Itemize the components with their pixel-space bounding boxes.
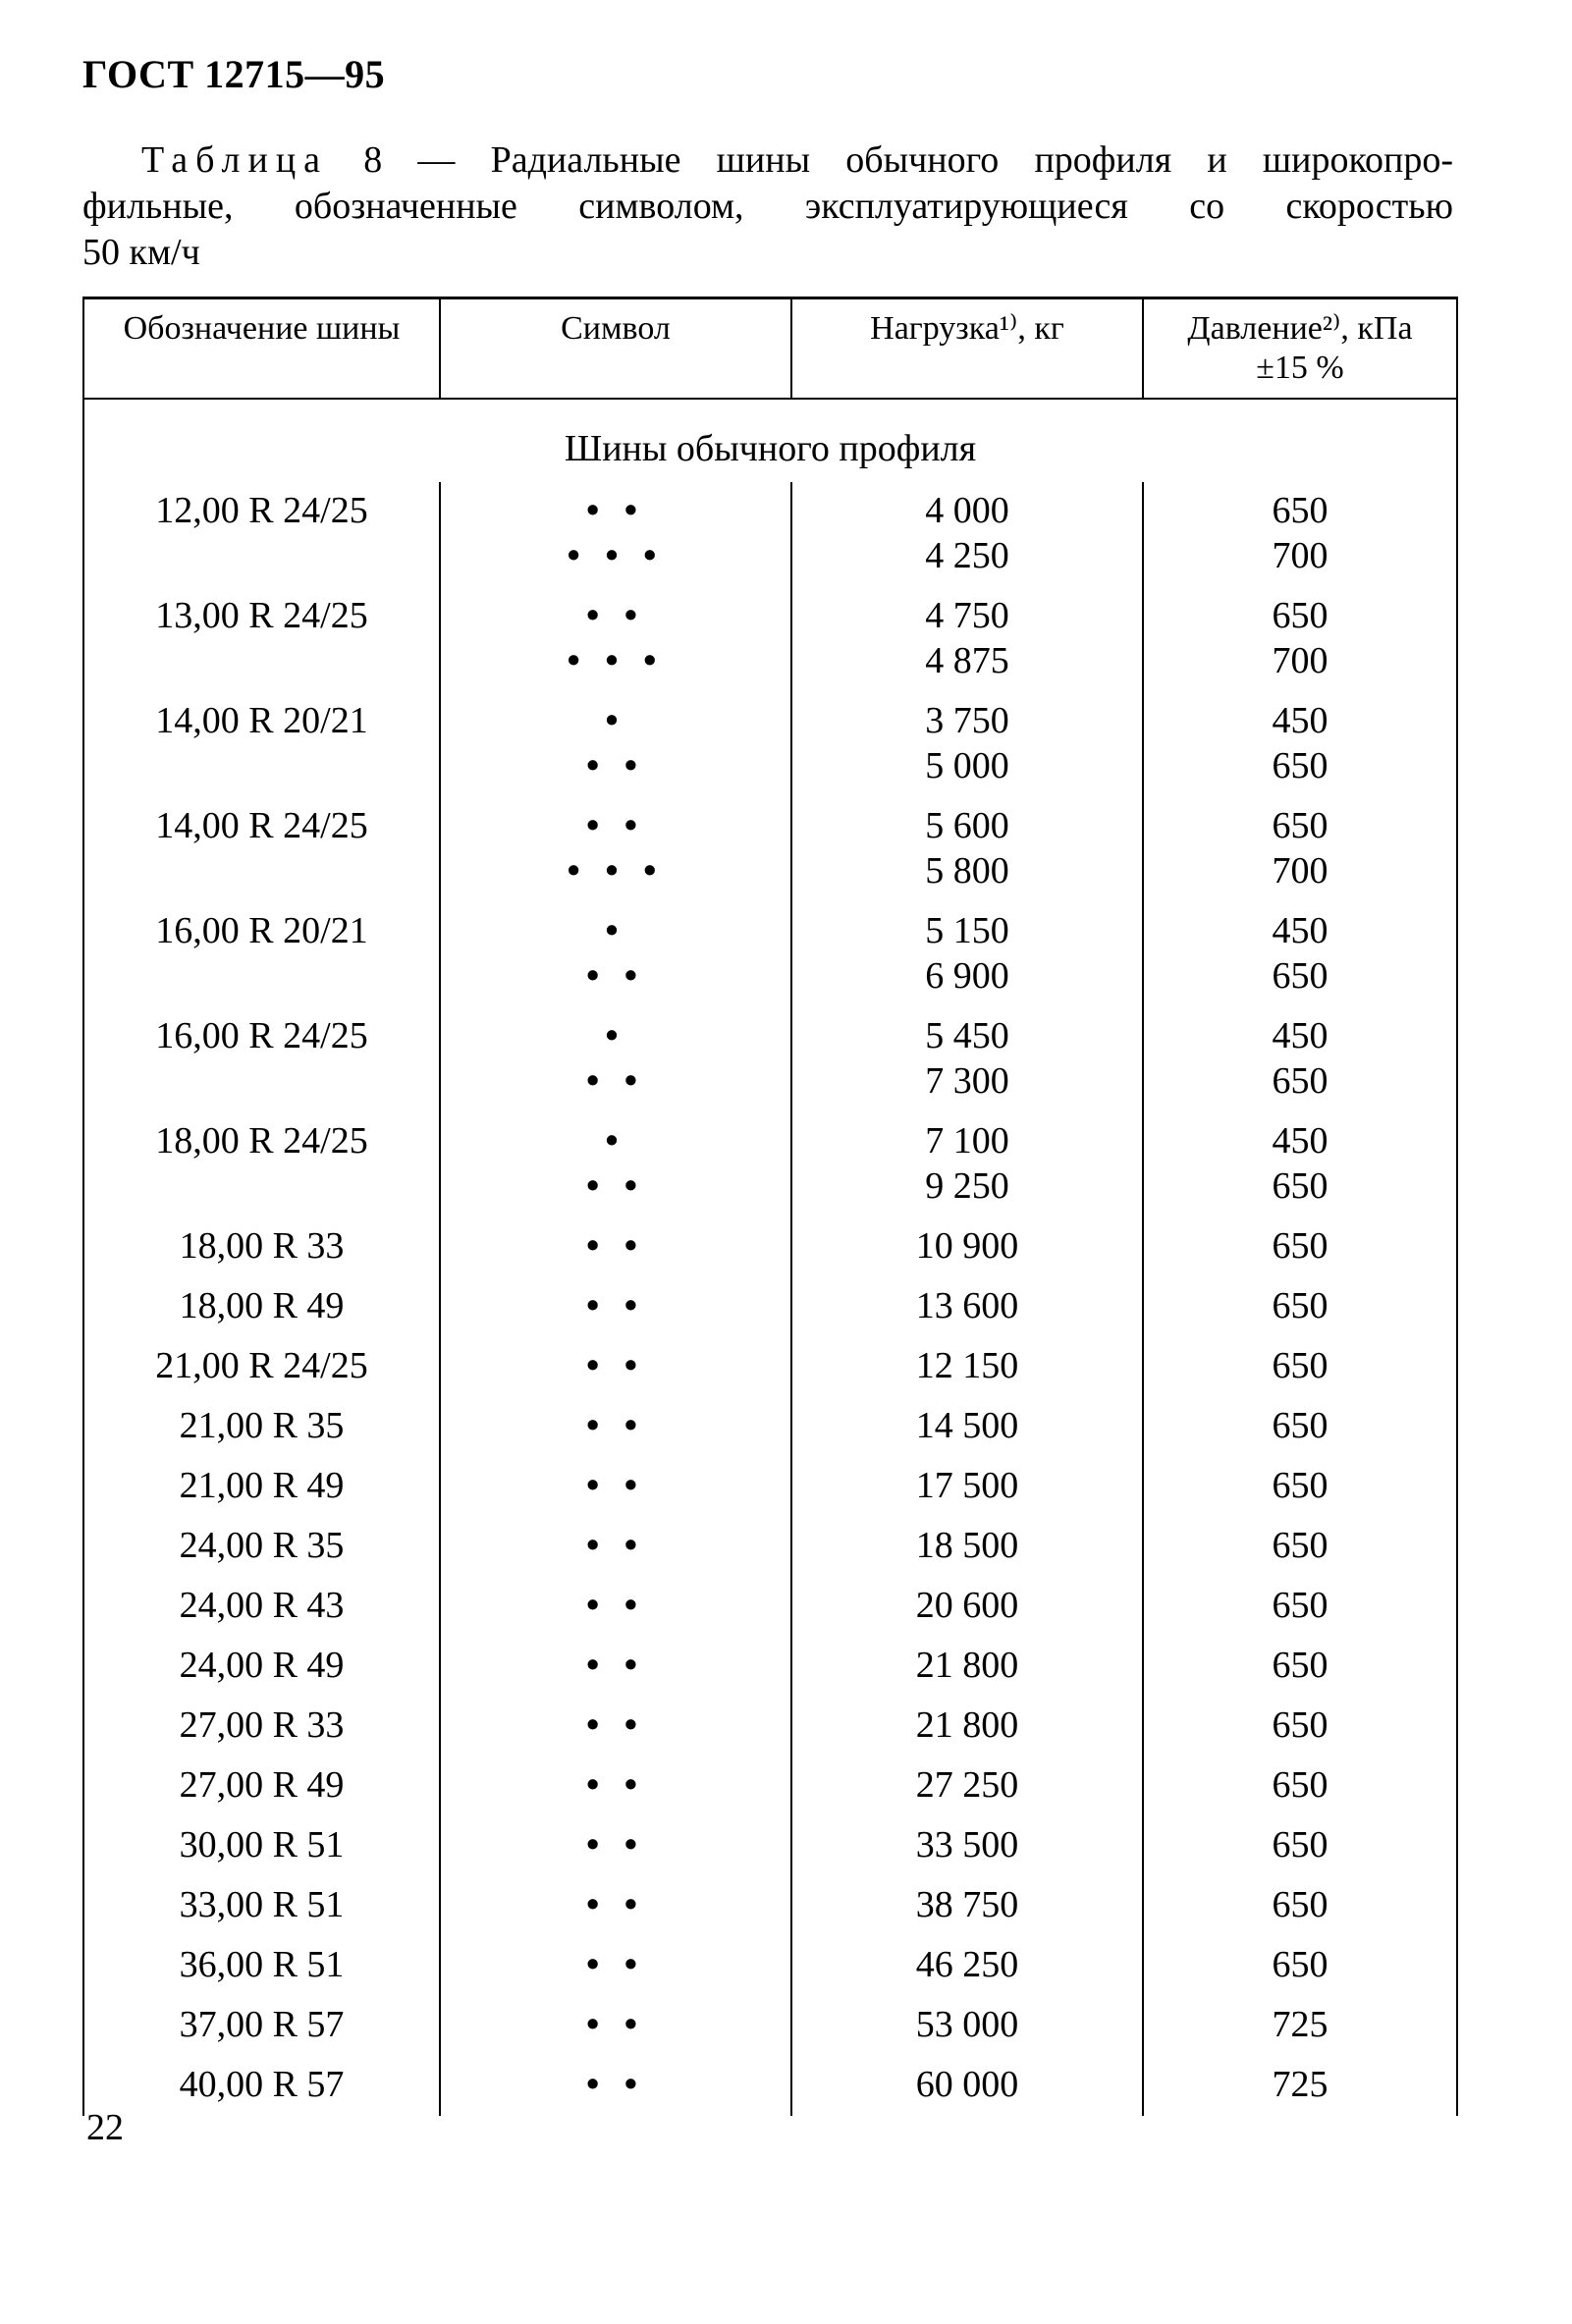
speed-symbol-cell xyxy=(440,1112,791,1217)
speed-symbol: • • xyxy=(585,595,646,636)
load-value-cell xyxy=(791,1337,1143,1397)
load-value-cell xyxy=(791,1757,1143,1816)
load-value-cell xyxy=(791,1007,1143,1112)
caption-label: Таблица xyxy=(141,139,329,181)
pressure-value-cell xyxy=(1143,1337,1457,1397)
load-value-cell xyxy=(791,1217,1143,1277)
pressure-value-cell xyxy=(1143,1277,1457,1337)
load-value: 9 250 xyxy=(925,1165,1009,1207)
load-value: 3 750 xyxy=(925,700,1009,741)
pressure-value: 650 xyxy=(1272,1345,1328,1386)
table-row xyxy=(83,1876,1457,1936)
pressure-value: 650 xyxy=(1272,1060,1328,1102)
pressure-value: 650 xyxy=(1272,745,1328,786)
table-row xyxy=(83,692,1457,797)
load-value: 27 250 xyxy=(915,1764,1019,1806)
tire-designation: 18,00 R 33 xyxy=(83,1217,440,1277)
speed-symbol: • • • xyxy=(567,535,665,576)
table-row xyxy=(83,1337,1457,1397)
pressure-value-cell xyxy=(1143,587,1457,692)
speed-symbol: • • xyxy=(585,2064,646,2105)
load-value: 4 875 xyxy=(925,640,1009,681)
tire-designation: 24,00 R 49 xyxy=(83,1637,440,1697)
speed-symbol: • • xyxy=(585,955,646,997)
speed-symbol-cell xyxy=(440,1397,791,1457)
tire-designation: 40,00 R 57 xyxy=(83,2056,440,2116)
pressure-value: 650 xyxy=(1272,1225,1328,1267)
tire-designation: 21,00 R 24/25 xyxy=(83,1337,440,1397)
tire-designation: 16,00 R 24/25 xyxy=(83,1007,440,1112)
pressure-value: 650 xyxy=(1272,1585,1328,1626)
load-value: 4 750 xyxy=(925,595,1009,636)
pressure-value-cell xyxy=(1143,1697,1457,1757)
pressure-value-cell xyxy=(1143,1007,1457,1112)
speed-symbol-cell xyxy=(440,1876,791,1936)
header-pressure xyxy=(1143,298,1457,400)
speed-symbol: • • xyxy=(585,805,646,846)
load-value: 21 800 xyxy=(915,1645,1019,1686)
load-value-cell xyxy=(791,1112,1143,1217)
tire-designation: 21,00 R 49 xyxy=(83,1457,440,1517)
speed-symbol-cell xyxy=(440,902,791,1007)
pressure-value: 450 xyxy=(1272,1120,1328,1162)
pressure-value: 650 xyxy=(1272,1704,1328,1746)
speed-symbol: • xyxy=(605,700,626,741)
speed-symbol: • • xyxy=(585,1585,646,1626)
speed-symbol: • • xyxy=(585,2004,646,2045)
tire-designation: 33,00 R 51 xyxy=(83,1876,440,1936)
tire-designation: 24,00 R 35 xyxy=(83,1517,440,1577)
table-row xyxy=(83,1816,1457,1876)
load-value: 7 100 xyxy=(925,1120,1009,1162)
tire-designation: 13,00 R 24/25 xyxy=(83,587,440,692)
load-value-cell xyxy=(791,1517,1143,1577)
speed-symbol: • xyxy=(605,910,626,951)
table-row xyxy=(83,2056,1457,2116)
speed-symbol-cell xyxy=(440,1936,791,1996)
pressure-value-cell xyxy=(1143,692,1457,797)
speed-symbol-cell xyxy=(440,1007,791,1112)
pressure-value: 450 xyxy=(1272,700,1328,741)
pressure-value: 700 xyxy=(1272,535,1328,576)
load-value: 5 800 xyxy=(925,850,1009,892)
tire-designation: 36,00 R 51 xyxy=(83,1936,440,1996)
load-value: 5 600 xyxy=(925,805,1009,846)
pressure-value: 725 xyxy=(1272,2064,1328,2105)
load-value: 33 500 xyxy=(915,1824,1019,1865)
speed-symbol: • • xyxy=(585,1465,646,1506)
pressure-value: 650 xyxy=(1272,1645,1328,1686)
speed-symbol: • • xyxy=(585,1824,646,1865)
pressure-value: 650 xyxy=(1272,1525,1328,1566)
speed-symbol: • • xyxy=(585,1405,646,1446)
table-row xyxy=(83,1217,1457,1277)
tire-designation: 21,00 R 35 xyxy=(83,1397,440,1457)
pressure-value: 700 xyxy=(1272,850,1328,892)
load-value-cell xyxy=(791,1876,1143,1936)
load-value: 18 500 xyxy=(915,1525,1019,1566)
pressure-value: 450 xyxy=(1272,910,1328,951)
pressure-value: 650 xyxy=(1272,1824,1328,1865)
tire-designation: 24,00 R 43 xyxy=(83,1577,440,1637)
document-header: ГОСТ 12715—95 xyxy=(82,52,386,96)
load-value-cell xyxy=(791,1996,1143,2056)
table-row xyxy=(83,1277,1457,1337)
tire-table-container xyxy=(82,297,1456,2116)
load-value-cell xyxy=(791,692,1143,797)
pressure-value: 650 xyxy=(1272,955,1328,997)
load-value-cell xyxy=(791,1457,1143,1517)
speed-symbol-cell xyxy=(440,692,791,797)
load-value-cell xyxy=(791,1397,1143,1457)
pressure-value-cell xyxy=(1143,1112,1457,1217)
speed-symbol-cell xyxy=(440,1757,791,1816)
caption-line-2: фильные, обозначенные символом, эксплуатирующиеся со скоростью xyxy=(82,186,1453,227)
load-value: 12 150 xyxy=(915,1345,1019,1386)
pressure-value-cell xyxy=(1143,1577,1457,1637)
table-row xyxy=(83,1637,1457,1697)
load-value: 14 500 xyxy=(915,1405,1019,1446)
table-row xyxy=(83,902,1457,1007)
load-value: 21 800 xyxy=(915,1704,1019,1746)
speed-symbol: • • xyxy=(585,1165,646,1207)
pressure-value: 650 xyxy=(1272,1884,1328,1925)
pressure-value-cell xyxy=(1143,1457,1457,1517)
page-number: 22 xyxy=(86,2107,124,2148)
load-value-cell xyxy=(791,1577,1143,1637)
table-row xyxy=(83,1757,1457,1816)
speed-symbol: • xyxy=(605,1120,626,1162)
pressure-value-cell xyxy=(1143,2056,1457,2116)
table-row xyxy=(83,1996,1457,2056)
speed-symbol: • • xyxy=(585,1345,646,1386)
load-value: 5 450 xyxy=(925,1015,1009,1056)
pressure-value: 650 xyxy=(1272,595,1328,636)
pressure-value-cell xyxy=(1143,1876,1457,1936)
speed-symbol: • • xyxy=(585,1764,646,1806)
pressure-value: 650 xyxy=(1272,1405,1328,1446)
section-row xyxy=(83,399,1457,482)
load-value: 46 250 xyxy=(915,1944,1019,1985)
load-value-cell xyxy=(791,482,1143,587)
speed-symbol-cell xyxy=(440,1457,791,1517)
speed-symbol: • • xyxy=(585,1225,646,1267)
load-value-cell xyxy=(791,902,1143,1007)
speed-symbol-cell xyxy=(440,1637,791,1697)
pressure-value-cell xyxy=(1143,1936,1457,1996)
table-row xyxy=(83,1697,1457,1757)
pressure-value-cell xyxy=(1143,1397,1457,1457)
tire-designation: 18,00 R 49 xyxy=(83,1277,440,1337)
table-row xyxy=(83,797,1457,902)
load-value: 17 500 xyxy=(915,1465,1019,1506)
speed-symbol-cell xyxy=(440,587,791,692)
load-value-cell xyxy=(791,1936,1143,1996)
speed-symbol: • • xyxy=(585,1525,646,1566)
table-row xyxy=(83,1007,1457,1112)
speed-symbol: • • xyxy=(585,1704,646,1746)
pressure-value-cell xyxy=(1143,797,1457,902)
load-value: 5 150 xyxy=(925,910,1009,951)
pressure-value: 650 xyxy=(1272,1465,1328,1506)
speed-symbol: • • xyxy=(585,1645,646,1686)
load-value-cell xyxy=(791,1277,1143,1337)
pressure-value: 650 xyxy=(1272,1764,1328,1806)
table-caption xyxy=(82,137,1453,276)
pressure-value: 650 xyxy=(1272,805,1328,846)
header-pressure-line-1: Давление²⁾, кПа xyxy=(1187,310,1413,347)
table-row xyxy=(83,482,1457,587)
tire-designation: 37,00 R 57 xyxy=(83,1996,440,2056)
speed-symbol-cell xyxy=(440,1517,791,1577)
pressure-value-cell xyxy=(1143,902,1457,1007)
load-value: 6 900 xyxy=(925,955,1009,997)
speed-symbol: • • xyxy=(585,745,646,786)
pressure-value-cell xyxy=(1143,1757,1457,1816)
load-value: 53 000 xyxy=(915,2004,1019,2045)
table-row xyxy=(83,1577,1457,1637)
header-pressure-line-2: ±15 % xyxy=(1256,350,1344,386)
table-row xyxy=(83,1457,1457,1517)
load-value: 7 300 xyxy=(925,1060,1009,1102)
table-row xyxy=(83,1517,1457,1577)
tire-table xyxy=(82,297,1458,2116)
table-row xyxy=(83,1112,1457,1217)
load-value: 60 000 xyxy=(915,2064,1019,2105)
table-row xyxy=(83,1397,1457,1457)
pressure-value-cell xyxy=(1143,1996,1457,2056)
load-value-cell xyxy=(791,797,1143,902)
load-value: 13 600 xyxy=(915,1285,1019,1326)
pressure-value: 650 xyxy=(1272,1165,1328,1207)
load-value: 20 600 xyxy=(915,1585,1019,1626)
speed-symbol: • xyxy=(605,1015,626,1056)
speed-symbol: • • xyxy=(585,490,646,531)
caption-number: 8 xyxy=(363,139,383,181)
load-value-cell xyxy=(791,1637,1143,1697)
load-value: 10 900 xyxy=(915,1225,1019,1267)
speed-symbol-cell xyxy=(440,1816,791,1876)
pressure-value-cell xyxy=(1143,1217,1457,1277)
tire-designation: 18,00 R 24/25 xyxy=(83,1112,440,1217)
table-row xyxy=(83,587,1457,692)
speed-symbol-cell xyxy=(440,1337,791,1397)
load-value: 5 000 xyxy=(925,745,1009,786)
tire-designation: 27,00 R 33 xyxy=(83,1697,440,1757)
speed-symbol-cell xyxy=(440,1217,791,1277)
speed-symbol: • • xyxy=(585,1944,646,1985)
load-value-cell xyxy=(791,2056,1143,2116)
caption-line-1 xyxy=(82,137,1453,184)
speed-symbol: • • • xyxy=(567,850,665,892)
load-value: 4 250 xyxy=(925,535,1009,576)
tire-designation: 12,00 R 24/25 xyxy=(83,482,440,587)
header-load: Нагрузка¹⁾, кг xyxy=(791,298,1143,400)
pressure-value-cell xyxy=(1143,1517,1457,1577)
speed-symbol: • • xyxy=(585,1285,646,1326)
pressure-value-cell xyxy=(1143,482,1457,587)
table-row xyxy=(83,1936,1457,1996)
pressure-value: 650 xyxy=(1272,1944,1328,1985)
pressure-value: 700 xyxy=(1272,640,1328,681)
speed-symbol: • • • xyxy=(567,640,665,681)
speed-symbol-cell xyxy=(440,1277,791,1337)
speed-symbol-cell xyxy=(440,2056,791,2116)
speed-symbol-cell xyxy=(440,797,791,902)
speed-symbol: • • xyxy=(585,1884,646,1925)
pressure-value: 725 xyxy=(1272,2004,1328,2045)
load-value-cell xyxy=(791,587,1143,692)
caption-line-3: 50 км/ч xyxy=(82,232,200,273)
header-designation: Обозначение шины xyxy=(83,298,440,400)
tire-designation: 14,00 R 20/21 xyxy=(83,692,440,797)
load-value-cell xyxy=(791,1697,1143,1757)
load-value: 4 000 xyxy=(925,490,1009,531)
pressure-value: 650 xyxy=(1272,1285,1328,1326)
load-value-cell xyxy=(791,1816,1143,1876)
pressure-value-cell xyxy=(1143,1816,1457,1876)
tire-designation: 14,00 R 24/25 xyxy=(83,797,440,902)
pressure-value: 450 xyxy=(1272,1015,1328,1056)
speed-symbol-cell xyxy=(440,1577,791,1637)
header-symbol: Символ xyxy=(440,298,791,400)
pressure-value-cell xyxy=(1143,1637,1457,1697)
caption-line-1-text: — Радиальные шины обычного профиля и широкопро- xyxy=(382,139,1453,181)
pressure-value: 650 xyxy=(1272,490,1328,531)
speed-symbol-cell xyxy=(440,482,791,587)
tire-designation: 27,00 R 49 xyxy=(83,1757,440,1816)
speed-symbol-cell xyxy=(440,1697,791,1757)
load-value: 38 750 xyxy=(915,1884,1019,1925)
table-header-row xyxy=(83,298,1457,400)
tire-designation: 30,00 R 51 xyxy=(83,1816,440,1876)
tire-designation: 16,00 R 20/21 xyxy=(83,902,440,1007)
speed-symbol: • • xyxy=(585,1060,646,1102)
speed-symbol-cell xyxy=(440,1996,791,2056)
section-title: Шины обычного профиля xyxy=(83,399,1457,482)
